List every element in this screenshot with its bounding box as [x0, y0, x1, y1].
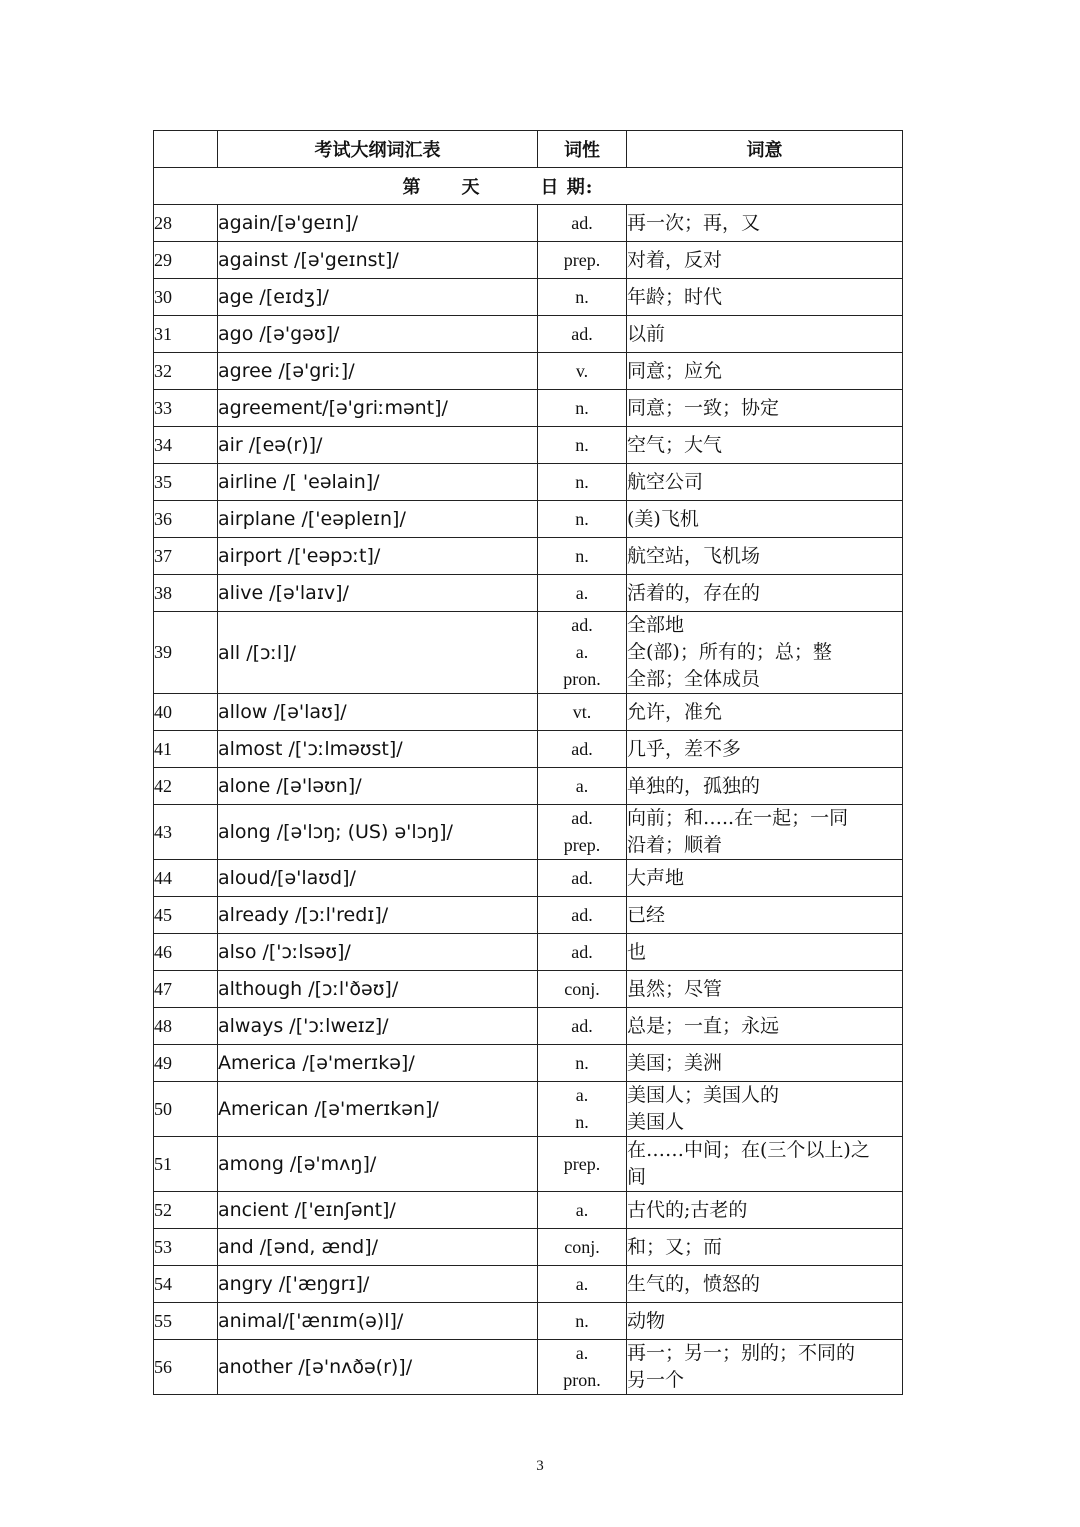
meaning-line: 允许，准允: [627, 700, 723, 723]
part-of-speech: [538, 1340, 627, 1395]
table-row: [154, 353, 903, 390]
day-date-row: [154, 168, 903, 205]
meaning: [627, 612, 903, 694]
part-of-speech: [538, 501, 627, 538]
meaning: [627, 427, 903, 464]
part-of-speech-line: conj.: [564, 978, 600, 999]
meaning-line: 航空公司: [627, 470, 704, 493]
part-of-speech: [538, 897, 627, 934]
page-number: 3: [536, 1458, 544, 1474]
meaning-line: 也: [627, 940, 647, 963]
word-phonetic: agreement/[ə'griːmənt]/: [218, 390, 538, 427]
table-row: [154, 390, 903, 427]
row-number: 38: [154, 575, 218, 612]
table-row: [154, 575, 903, 612]
table-row: [154, 805, 903, 860]
meaning: [627, 934, 903, 971]
row-number: 28: [154, 205, 218, 242]
meaning-line: 在……中间；在(三个以上)之: [627, 1139, 870, 1161]
meaning-line: 向前；和…..在一起；一同: [627, 807, 849, 829]
meaning: [627, 1082, 903, 1137]
day-label-second: 天: [461, 177, 481, 198]
row-number: 31: [154, 316, 218, 353]
table-row: [154, 538, 903, 575]
part-of-speech-line: n.: [575, 508, 589, 529]
meaning-line: 古代的;古老的: [627, 1198, 748, 1221]
meaning-line: 美国人: [627, 1111, 685, 1133]
table-row: [154, 731, 903, 768]
part-of-speech-line: a.: [575, 1343, 589, 1363]
row-number: 35: [154, 464, 218, 501]
part-of-speech-line: ad.: [571, 941, 593, 962]
table-row: [154, 1303, 903, 1340]
row-number: 34: [154, 427, 218, 464]
word-phonetic: angry /['æŋgrɪ]/: [218, 1266, 538, 1303]
word-phonetic: alive /[ə'laɪv]/: [218, 575, 538, 612]
part-of-speech: [538, 205, 627, 242]
word-phonetic: almost /['ɔːlməʊst]/: [218, 731, 538, 768]
word-phonetic: against /[ə'geɪnst]/: [218, 242, 538, 279]
meaning-line: 活着的，存在的: [627, 581, 761, 604]
part-of-speech: [538, 1192, 627, 1229]
word-phonetic: animal/['ænɪm(ə)l]/: [218, 1303, 538, 1340]
meaning: [627, 731, 903, 768]
table-row: [154, 1082, 903, 1137]
meaning: [627, 538, 903, 575]
word-phonetic: already /[ɔːl'redɪ]/: [218, 897, 538, 934]
word-phonetic: and /[ənd, ænd]/: [218, 1229, 538, 1266]
meaning-line: 另一个: [627, 1369, 685, 1391]
meaning-line: 动物: [627, 1309, 666, 1332]
meaning: [627, 353, 903, 390]
part-of-speech-line: n.: [575, 286, 589, 307]
meaning: [627, 1303, 903, 1340]
part-of-speech-line: pron.: [563, 669, 601, 689]
meaning: [627, 390, 903, 427]
word-phonetic: agree /[ə'griː]/: [218, 353, 538, 390]
row-number: 49: [154, 1045, 218, 1082]
meaning-line: 生气的，愤怒的: [627, 1272, 761, 1295]
row-number: 39: [154, 612, 218, 694]
meaning-line: 大声地: [627, 866, 685, 889]
header-word: 考试大纲词汇表: [218, 131, 538, 168]
word-phonetic: air /[eə(r)]/: [218, 427, 538, 464]
row-number: 51: [154, 1137, 218, 1192]
table-row: [154, 694, 903, 731]
meaning-line: 全(部)；所有的；总；整: [627, 641, 832, 663]
row-number: 47: [154, 971, 218, 1008]
table-row: [154, 934, 903, 971]
header-meaning: 词意: [627, 131, 903, 168]
part-of-speech-line: n.: [575, 545, 589, 566]
word-phonetic: all /[ɔːl]/: [218, 612, 538, 694]
meaning-line: 再一；另一；别的；不同的: [627, 1342, 856, 1364]
table-row: [154, 1266, 903, 1303]
part-of-speech: [538, 1008, 627, 1045]
table-row: [154, 1045, 903, 1082]
part-of-speech-line: ad.: [571, 904, 593, 925]
table-row: [154, 897, 903, 934]
part-of-speech: [538, 242, 627, 279]
row-number: 45: [154, 897, 218, 934]
part-of-speech-line: prep.: [563, 835, 601, 855]
part-of-speech: [538, 390, 627, 427]
part-of-speech-line: n.: [575, 434, 589, 455]
meaning-line: 全部；全体成员: [627, 668, 761, 690]
table-row: [154, 971, 903, 1008]
part-of-speech-line: ad.: [571, 808, 593, 828]
meaning: [627, 464, 903, 501]
header-part-of-speech: 词性: [538, 131, 627, 168]
word-phonetic: although /[ɔːl'ðəʊ]/: [218, 971, 538, 1008]
meaning-line: 航空站，飞机场: [627, 544, 761, 567]
part-of-speech: [538, 464, 627, 501]
row-number: 53: [154, 1229, 218, 1266]
part-of-speech-line: n.: [575, 397, 589, 418]
row-number: 48: [154, 1008, 218, 1045]
meaning-line: 单独的，孤独的: [627, 774, 761, 797]
word-phonetic: aloud/[ə'laʊd]/: [218, 860, 538, 897]
part-of-speech: [538, 1303, 627, 1340]
part-of-speech: [538, 538, 627, 575]
part-of-speech: [538, 575, 627, 612]
part-of-speech-line: vt.: [572, 701, 592, 722]
vocabulary-table: [153, 130, 903, 1395]
part-of-speech: [538, 1045, 627, 1082]
table-row: [154, 427, 903, 464]
word-phonetic: airport /['eəpɔːt]/: [218, 538, 538, 575]
word-phonetic: always /['ɔːlweɪz]/: [218, 1008, 538, 1045]
row-number: 36: [154, 501, 218, 538]
row-number: 40: [154, 694, 218, 731]
part-of-speech-line: a.: [575, 1199, 589, 1220]
word-phonetic: airplane /['eəpleɪn]/: [218, 501, 538, 538]
part-of-speech-line: n.: [575, 1310, 589, 1331]
meaning: [627, 1045, 903, 1082]
table-row: [154, 1137, 903, 1192]
word-phonetic: America /[ə'merɪkə]/: [218, 1045, 538, 1082]
day-label-first: 第: [402, 177, 422, 198]
meaning-line: 和；又；而: [627, 1235, 723, 1258]
word-phonetic: American /[ə'merɪkən]/: [218, 1082, 538, 1137]
meaning: [627, 1137, 903, 1192]
row-number: 42: [154, 768, 218, 805]
meaning: [627, 205, 903, 242]
part-of-speech: [538, 612, 627, 694]
meaning: [627, 971, 903, 1008]
table-row: [154, 242, 903, 279]
part-of-speech: [538, 427, 627, 464]
word-phonetic: again/[ə'geɪn]/: [218, 205, 538, 242]
meaning-line: 虽然；尽管: [627, 977, 723, 1000]
row-number: 54: [154, 1266, 218, 1303]
part-of-speech-line: ad.: [571, 867, 593, 888]
part-of-speech: [538, 971, 627, 1008]
part-of-speech: [538, 353, 627, 390]
meaning-line: 全部地: [627, 614, 685, 636]
row-number: 32: [154, 353, 218, 390]
part-of-speech: [538, 860, 627, 897]
word-phonetic: allow /[ə'laʊ]/: [218, 694, 538, 731]
meaning-line: 已经: [627, 903, 666, 926]
table-row: [154, 279, 903, 316]
word-phonetic: ago /[ə'gəʊ]/: [218, 316, 538, 353]
part-of-speech-line: prep.: [563, 1153, 601, 1174]
table-row: [154, 860, 903, 897]
part-of-speech-line: a.: [575, 582, 589, 603]
part-of-speech-line: ad.: [571, 323, 593, 344]
part-of-speech-line: ad.: [571, 615, 593, 635]
header-number-cell: [154, 131, 218, 168]
part-of-speech: [538, 934, 627, 971]
meaning-line: 沿着；顺着: [627, 834, 723, 856]
word-phonetic: airline /[ 'eəlain]/: [218, 464, 538, 501]
part-of-speech-line: pron.: [563, 1370, 601, 1390]
row-number: 43: [154, 805, 218, 860]
word-phonetic: also /['ɔːlsəʊ]/: [218, 934, 538, 971]
part-of-speech-line: n.: [575, 1112, 589, 1132]
meaning: [627, 860, 903, 897]
part-of-speech-line: v.: [575, 360, 589, 381]
part-of-speech-line: n.: [575, 1052, 589, 1073]
part-of-speech-line: n.: [575, 471, 589, 492]
part-of-speech: [538, 694, 627, 731]
meaning-line: 再一次；再，又: [627, 211, 761, 234]
meaning-line: 美国人；美国人的: [627, 1084, 780, 1106]
part-of-speech-line: a.: [575, 1273, 589, 1294]
part-of-speech: [538, 1082, 627, 1137]
row-number: 46: [154, 934, 218, 971]
meaning-line: 美国；美洲: [627, 1051, 723, 1074]
table-header-row: [154, 131, 903, 168]
meaning-line: (美)飞机: [627, 507, 699, 530]
part-of-speech: [538, 731, 627, 768]
part-of-speech-line: ad.: [571, 738, 593, 759]
meaning: [627, 694, 903, 731]
part-of-speech: [538, 1266, 627, 1303]
part-of-speech: [538, 316, 627, 353]
part-of-speech-line: a.: [575, 642, 589, 662]
part-of-speech-line: prep.: [563, 249, 601, 270]
meaning: [627, 242, 903, 279]
table-row: [154, 612, 903, 694]
meaning-line: 几乎，差不多: [627, 737, 742, 760]
part-of-speech-line: a.: [575, 1085, 589, 1105]
part-of-speech-line: ad.: [571, 1015, 593, 1036]
table-row: [154, 316, 903, 353]
row-number: 50: [154, 1082, 218, 1137]
meaning: [627, 897, 903, 934]
part-of-speech-line: ad.: [571, 212, 593, 233]
row-number: 44: [154, 860, 218, 897]
word-phonetic: along /[ə'lɔŋ; (US) ə'lɔŋ]/: [218, 805, 538, 860]
meaning-line: 间: [627, 1166, 647, 1188]
word-phonetic: age /[eɪdʒ]/: [218, 279, 538, 316]
meaning: [627, 1192, 903, 1229]
meaning-line: 空气；大气: [627, 433, 723, 456]
table-row: [154, 464, 903, 501]
meaning-line: 以前: [627, 322, 666, 345]
part-of-speech-line: conj.: [564, 1236, 600, 1257]
row-number: 52: [154, 1192, 218, 1229]
table-row: [154, 1008, 903, 1045]
row-number: 33: [154, 390, 218, 427]
meaning: [627, 316, 903, 353]
meaning-line: 同意；一致；协定: [627, 396, 780, 419]
word-phonetic: alone /[ə'ləʊn]/: [218, 768, 538, 805]
row-number: 55: [154, 1303, 218, 1340]
meaning-line: 同意；应允: [627, 359, 723, 382]
part-of-speech: [538, 1137, 627, 1192]
meaning: [627, 1266, 903, 1303]
part-of-speech: [538, 805, 627, 860]
part-of-speech-line: a.: [575, 775, 589, 796]
meaning: [627, 575, 903, 612]
table-row: [154, 768, 903, 805]
word-phonetic: among /[ə'mʌŋ]/: [218, 1137, 538, 1192]
table-row: [154, 501, 903, 538]
meaning-line: 对着，反对: [627, 248, 723, 271]
day-date-cell: [154, 168, 903, 205]
meaning: [627, 1340, 903, 1395]
part-of-speech: [538, 768, 627, 805]
meaning: [627, 1008, 903, 1045]
row-number: 29: [154, 242, 218, 279]
meaning-line: 年龄；时代: [627, 285, 723, 308]
table-row: [154, 205, 903, 242]
part-of-speech: [538, 279, 627, 316]
row-number: 41: [154, 731, 218, 768]
meaning: [627, 279, 903, 316]
meaning: [627, 805, 903, 860]
table-row: [154, 1340, 903, 1395]
meaning: [627, 1229, 903, 1266]
table-row: [154, 1192, 903, 1229]
meaning: [627, 768, 903, 805]
row-number: 37: [154, 538, 218, 575]
word-phonetic: another /[ə'nʌðə(r)]/: [218, 1340, 538, 1395]
word-phonetic: ancient /['eɪnʃənt]/: [218, 1192, 538, 1229]
date-label: 日 期:: [540, 177, 594, 198]
row-number: 56: [154, 1340, 218, 1395]
table-row: [154, 1229, 903, 1266]
meaning: [627, 501, 903, 538]
part-of-speech: [538, 1229, 627, 1266]
row-number: 30: [154, 279, 218, 316]
meaning-line: 总是；一直；永远: [627, 1014, 780, 1037]
